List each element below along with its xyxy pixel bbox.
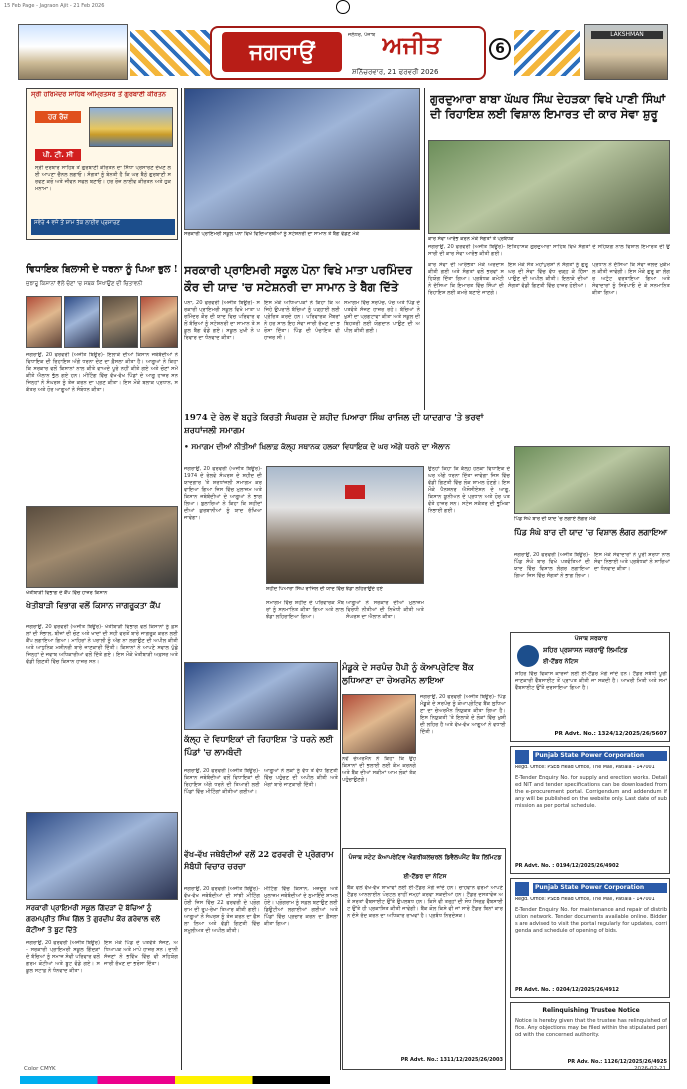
pspcl-ad-2 xyxy=(510,878,670,998)
masthead-city: ਜਗਰਾਉਂ xyxy=(222,32,342,72)
punjab-emblem-icon xyxy=(517,645,539,667)
bank-chairman-photo xyxy=(342,694,416,754)
masthead-right-photo xyxy=(584,24,668,80)
story-martyr-headline: 1974 ਦੇ ਰੇਲ ਵੇਂ ਬਹੁਤੇ ਕਿਰਤੀ ਸੰਘਰਸ਼ ਦੇ ਸ਼ਹੀਦ ਪਿਆਰਾ ਸਿੰਘ ਰਾਜਿਲ ਦੀ ਯਾਦਗਾਰ 'ਤੇ ਭਰਵਾਂ ਸ਼ਰਧਾਂਜਲੀ ਸਮਾਗਮ xyxy=(184,413,484,436)
gov-ad-office: ਸ਼ਹਿਰ ਪ੍ਰਸ਼ਾਸਨ ਜਗਰਾਉਂ ਲਿਮਟਿਡ xyxy=(543,646,628,654)
pspcl-1-body: E-Tender Enquiry No. for supply and erection works. Detailed NIT and tender specifications can be downloaded from the e-procurement portal. Corrigendum and addendum if any will be published on the website only. Last date of submission as per portal schedule. xyxy=(515,775,667,809)
masthead-title-panel xyxy=(210,26,486,80)
langar-caption: ਪਿੰਡ ਸੰਘੇ ਬਾਰ ਦੀ ਯਾਦ 'ਚ ਲਗਾਏ ਲੰਗਰ ਮੌਕੇ xyxy=(514,516,596,522)
portrait-1 xyxy=(26,296,62,348)
school-bags-caption: ਸਰਕਾਰੀ ਪ੍ਰਾਇਮਰੀ ਸਕੂਲ ਪੋਨਾ ਵਿਖੇ ਵਿਦਿਆਰਥੀਆਂ ਨੂੰ ਸਟੇਸ਼ਨਰੀ ਦਾ ਸਾਮਾਨ ਤੇ ਬੈਗ ਵੰਡਣ ਮੌਕੇ xyxy=(184,231,360,237)
trustee-ad-body: Notice is hereby given that the trustee has relinquished office. Any objections may be filed within the stipulated period with the concerned authority. xyxy=(515,1018,667,1038)
farmers-meeting-photo xyxy=(184,662,338,730)
gurbani-ad-body: ਸ੍ਰੀ ਦਰਬਾਰ ਸਾਹਿਬ ਤੋਂ ਗੁਰਬਾਣੀ ਕੀਰਤਨ ਦਾ ਸਿੱਧਾ ਪ੍ਰਸਾਰਣ ਦੇਖਣ ਲਈ ਆਪਣਾ ਚੈਨਲ ਲਗਾਓ। ਸੰਗਤਾਂ ਨੂੰ ਬੇਨਤੀ ਹੈ ਕਿ ਘਰ ਬੈਠੇ ਗੁਰਬਾਣੀ ਸਰਵਣ ਕਰੋ ਅਤੇ ਜੀਵਨ ਸਫਲ ਬਣਾਓ। ਹਰ ਰੋਜ਼ ਲਾਈਵ ਕੀਰਤਨ ਅਤੇ ਹੁਕਮਨਾਮਾ। xyxy=(35,165,171,192)
portrait-3 xyxy=(102,296,138,348)
story-donation-headline: ਸਰਕਾਰੀ ਪ੍ਰਾਇਮਰੀ ਸਕੂਲ ਗਿੱਦੜਾਂ ਦੇ ਬੱਚਿਆਂ ਨੂੰ ਗਰਮਪ੍ਰੀਤ ਸਿੰਘ ਗਿੱਲ ਤੇ ਗੁਰਦੀਪ ਕੌਰ ਗਰੇਵਾਲ ਵਲੋਂ ਕੋਟੀਆਂ ਤੇ ਬੂਟ ਦਿੱਤੇ xyxy=(26,903,160,934)
agri-camp-caption: ਖੇਤੀਬਾੜੀ ਵਿਭਾਗ ਦੇ ਕੈਂਪ ਵਿੱਚ ਹਾਜ਼ਰ ਕਿਸਾਨ xyxy=(26,590,108,596)
masthead-pattern-left xyxy=(130,30,210,76)
story-school-headline: ਸਰਕਾਰੀ ਪ੍ਰਾਇਮਰੀ ਸਕੂਲ ਪੋਨਾ ਵਿਖੇ ਮਾਤਾ ਪਰਮਿੰਦਰ ਕੌਰ ਦੀ ਯਾਦ 'ਚ ਸਟੇਸ਼ਨਰੀ ਦਾ ਸਾਮਾਨ ਤੇ ਬੈਗ ਦਿੱਤੇ xyxy=(184,263,412,294)
pspcl-1-footer: PR Advt. No. : 0194/12/2025/26/4902 xyxy=(515,863,619,869)
pspcl-2-body: E-Tender Enquiry No. for maintenance and repair of distribution network. Tender documents available online. Bidders are advised to visit the portal regularly for updates, corrigenda and schedule of opening of bids. xyxy=(515,907,667,934)
pspcl-ad-1 xyxy=(510,746,670,874)
mla-body: ਜਗਰਾਉਂ, 20 ਫਰਵਰੀ (ਅਜੀਤ ਬਿਊਰੋ)- ਇਲਾਕੇ ਦੀਆਂ ਕਿਸਾਨ ਜਥੇਬੰਦੀਆਂ ਨੇ ਵਿਧਾਇਕ ਦੀ ਰਿਹਾਇਸ਼ ਅੱਗੇ ਧਰਨਾ ਦੇਣ ਦਾ ਫ਼ੈਸਲਾ ਕੀਤਾ ਹੈ। ਆਗੂਆਂ ਨੇ ਕਿਹਾ ਕਿ ਸਰਕਾਰ ਵਲੋਂ ਕਿਸਾਨਾਂ ਨਾਲ ਕੀਤੇ ਵਾਅਦੇ ਪੂਰੇ ਨਹੀਂ ਕੀਤੇ ਗਏ ਅਤੇ ਚੋਣਾਂ ਸਮੇਂ ਕੀਤੇ ਐਲਾਨ ਭੁੱਲ ਗਏ ਹਨ। ਮੀਟਿੰਗ ਵਿੱਚ ਵੱਖ-ਵੱਖ ਪਿੰਡਾਂ ਦੇ ਆਗੂ ਹਾਜ਼ਰ ਸਨ ਜਿਨ੍ਹਾਂ ਨੇ ਸੰਘਰਸ਼ ਨੂੰ ਤੇਜ਼ ਕਰਨ ਦਾ ਪ੍ਰਣ ਕੀਤਾ। ਇਸ ਮੌਕੇ ਬਲਾਕ ਪ੍ਰਧਾਨ, ਸਕੱਤਰ ਅਤੇ ਹੋਰ ਆਗੂਆਂ ਨੇ ਸੰਬੋਧਨ ਕੀਤਾ। xyxy=(26,352,178,393)
column-rule-1 xyxy=(181,88,182,1070)
trustee-ad-title: Relinquishing Trustee Notice xyxy=(542,1007,640,1014)
story-mla-subhead: ਜੁਝਾਰੂ ਕਿਸਾਨਾਂ ਵੱਲੋਂ ਚੋਣਾਂ 'ਚ ਸਬਕ ਸਿਖਾਉਣ ਦੀ ਚਿਤਾਵਨੀ xyxy=(26,281,143,287)
coop-bank-ad-body: ਬੈਂਕ ਵਲੋਂ ਵੱਖ-ਵੱਖ ਸ਼ਾਖਾਵਾਂ ਲਈ ਈ-ਟੈਂਡਰ ਮੰਗੇ ਜਾਂਦੇ ਹਨ। ਚਾਹਵਾਨ ਫਰਮਾਂ ਆਪਣੇ ਟੈਂਡਰ ਆਨਲਾਈਨ ਪੋਰਟਲ ਰਾਹੀਂ ਜਮ੍ਹਾਂ ਕਰਵਾ ਸਕਦੀਆਂ ਹਨ। ਟੈਂਡਰ ਦਸਤਾਵੇਜ਼ ਅਤੇ ਸ਼ਰਤਾਂ ਵੈੱਬਸਾਈਟ ਉੱਤੇ ਉਪਲਬਧ ਹਨ। ਕਿਸੇ ਵੀ ਤਰ੍ਹਾਂ ਦੀ ਸੋਧ ਸਿਰਫ਼ ਵੈੱਬਸਾਈਟ ਉੱਤੇ ਹੀ ਪ੍ਰਕਾਸ਼ਿਤ ਕੀਤੀ ਜਾਵੇਗੀ। ਬੈਂਕ ਕੋਲ ਕਿਸੇ ਵੀ ਜਾਂ ਸਾਰੇ ਟੈਂਡਰ ਬਿਨਾਂ ਕਾਰਨ ਦੱਸੇ ਰੱਦ ਕਰਨ ਦਾ ਅਧਿਕਾਰ ਰਾਖਵਾਂ ਹੈ। ਪ੍ਰਬੰਧ ਨਿਰਦੇਸ਼ਕ। xyxy=(347,885,503,919)
gov-ad-body: ਸ਼ਹਿਰ ਵਿੱਚ ਵਿਕਾਸ ਕਾਰਜਾਂ ਲਈ ਈ-ਟੈਂਡਰ ਮੰਗੇ ਜਾਂਦੇ ਹਨ। ਟੈਂਡਰ ਸਬੰਧੀ ਪੂਰੀ ਜਾਣਕਾਰੀ ਵੈੱਬਸਾਈਟ ਤੋਂ ਪ੍ਰਾਪਤ ਕੀਤੀ ਜਾ ਸਕਦੀ ਹੈ। ਆਖਰੀ ਮਿਤੀ ਅਤੇ ਸਮਾਂ ਵੈੱਬਸਾਈਟ ਉੱਤੇ ਦਰਸਾਇਆ ਗਿਆ ਹੈ। xyxy=(515,671,667,691)
langar-body-col2: ਇਸ ਮੌਕੇ ਸੇਵਾਦਾਰਾਂ ਨੇ ਪੂਰੀ ਸ਼ਰਧਾ ਨਾਲ ਸੇਵਾ ਨਿਭਾਈ ਅਤੇ ਪ੍ਰਬੰਧਕਾਂ ਨੇ ਸਾਰਿਆਂ ਦਾ ਧੰਨਵਾਦ ਕੀਤਾ। xyxy=(594,552,670,572)
martyr-body-col3: ਆਗੂਆਂ ਨੇ ਸਰਕਾਰ ਦੀਆਂ ਮੁਲਾਜ਼ਮ ਵਿਰੋਧੀ ਨੀਤੀਆਂ ਦੀ ਨਿਖੇਧੀ ਕੀਤੀ ਅਤੇ ਸੰਘਰਸ਼ ਦਾ ਐਲਾਨ ਕੀਤਾ। xyxy=(346,600,424,620)
dharna-body-col2: ਆਗੂਆਂ ਨੇ ਲੋਕਾਂ ਨੂੰ ਵੱਧ ਤੋਂ ਵੱਧ ਗਿਣਤੀ ਵਿੱਚ ਪਹੁੰਚਣ ਦੀ ਅਪੀਲ ਕੀਤੀ ਅਤੇ ਮੰਗਾਂ ਬਾਰੇ ਜਾਣਕਾਰੀ ਦਿੱਤੀ। xyxy=(264,768,338,788)
coop-bank-ad-title: ਪੰਜਾਬ ਸਟੇਟ ਕੋਆਪਰੇਟਿਵ ਐਗਰੀਕਲਚਰਲ ਡਿਵੈਲਪਮੈਂਟ ਬੈਂਕ ਲਿਮਿਟਡ xyxy=(348,854,502,861)
print-strip: 15 Feb Page - Jagraon Ajit - 21 Feb 2026 xyxy=(4,3,105,9)
gurdwara-caption: ਕਾਰ ਸੇਵਾ ਆਰੰਭ ਕਰਨ ਮੌਕੇ ਸੰਗਤਾਂ ਤੇ ਪ੍ਰਬੰਧਕ xyxy=(428,236,514,242)
program-body-col2: ਮੀਟਿੰਗ ਵਿੱਚ ਕਿਸਾਨ, ਮਜ਼ਦੂਰ ਅਤੇ ਮੁਲਾਜ਼ਮ ਜਥੇਬੰਦੀਆਂ ਦੇ ਨੁਮਾਇੰਦੇ ਸ਼ਾਮਲ ਹੋਏ। ਪ੍ਰੋਗਰਾਮ ਨੂੰ ਸਫ਼ਲ ਬਣਾਉਣ ਲਈ ਡਿਊਟੀਆਂ ਲਗਾਈਆਂ ਗਈਆਂ ਅਤੇ ਪਿੰਡਾਂ ਵਿੱਚ ਪ੍ਰਚਾਰ ਕਰਨ ਦਾ ਫ਼ੈਸਲਾ ਕੀਤਾ ਗਿਆ। xyxy=(264,886,338,927)
masthead-right-photo-label: LAKSHMAN xyxy=(591,31,663,39)
gurdwara-body-col1: ਕਾਰ ਸੇਵਾ ਦੀ ਆਰੰਭਤਾ ਮੌਕੇ ਅਰਦਾਸ ਕੀਤੀ ਗਈ ਅਤੇ ਸੰਗਤਾਂ ਵਲੋਂ ਭਰਵਾਂ ਸਹਿਯੋਗ ਦਿੱਤਾ ਗਿਆ। ਪ੍ਰਬੰਧਕ ਕਮੇਟੀ ਨੇ ਦੱਸਿਆ ਕਿ ਇਮਾਰਤ ਵਿੱਚ ਸਿੰਘਾਂ ਦੀ ਰਿਹਾਇਸ਼ ਲਈ ਕਮਰੇ ਬਣਾਏ ਜਾਣਗੇ। xyxy=(428,262,504,296)
story-mla-headline: ਵਿਧਾਇਕ ਬਿਲਾਸੀ ਦੇ ਧਰਨਾ ਨੂੰ ਪਿਆ ਭੁਲ ! xyxy=(26,264,178,275)
martyr-body-col1: ਜਗਰਾਉਂ, 20 ਫਰਵਰੀ (ਅਜੀਤ ਬਿਊਰੋ)- 1974 ਦੇ ਰੇਲਵੇ ਸੰਘਰਸ਼ ਦੇ ਸ਼ਹੀਦ ਦੀ ਯਾਦਗਾਰ 'ਤੇ ਸ਼ਰਧਾਂਜਲੀ ਸਮਾਗਮ ਕਰਵਾਇਆ ਗਿਆ ਜਿਸ ਵਿੱਚ ਮੁਲਾਜ਼ਮ ਅਤੇ ਕਿਸਾਨ ਜਥੇਬੰਦੀਆਂ ਦੇ ਆਗੂਆਂ ਨੇ ਭਾਗ ਲਿਆ। ਬੁਲਾਰਿਆਂ ਨੇ ਕਿਹਾ ਕਿ ਸ਼ਹੀਦਾਂ ਦੀਆਂ ਕੁਰਬਾਨੀਆਂ ਨੂੰ ਯਾਦ ਰੱਖਿਆ ਜਾਵੇਗਾ। xyxy=(184,466,262,521)
agri-camp-photo xyxy=(26,506,178,588)
coop-bank-ad-subtitle: ਈ-ਟੈਂਡਰ ਦਾ ਨੋਟਿਸ xyxy=(403,873,447,880)
masthead xyxy=(18,24,668,86)
martyr-flag-photo xyxy=(266,466,424,584)
page-number: 6 xyxy=(489,38,511,60)
bank-body-col1: ਜਗਰਾਉਂ, 20 ਫਰਵਰੀ (ਅਜੀਤ ਬਿਊਰੋ)- ਪਿੰਡ ਮੰਡੂਕੇ ਦੇ ਸਰਪੰਚ ਨੂੰ ਕੋਆਪ੍ਰੇਟਿਵ ਬੈਂਕ ਲੁਧਿਆਣਾ ਦਾ ਚੇਅਰਮੈਨ ਨਿਯੁਕਤ ਕੀਤਾ ਗਿਆ ਹੈ। ਇਸ ਨਿਯੁਕਤੀ 'ਤੇ ਇਲਾਕੇ ਦੇ ਲੋਕਾਂ ਵਿੱਚ ਖੁਸ਼ੀ ਦੀ ਲਹਿਰ ਹੈ ਅਤੇ ਵੱਖ-ਵੱਖ ਆਗੂਆਂ ਨੇ ਵਧਾਈ ਦਿੱਤੀ। xyxy=(420,694,506,735)
story-agri-headline: ਖੇਤੀਬਾੜੀ ਵਿਭਾਗ ਵਲੋਂ ਕਿਸਾਨ ਜਾਗਰੂਕਤਾ ਕੈਂਪ xyxy=(26,600,161,610)
school-body-col3: ਸਮਾਗਮ ਵਿੱਚ ਸਰਪੰਚ, ਪੰਚ ਅਤੇ ਪਿੰਡ ਦੇ ਪਤਵੰਤੇ ਸੱਜਣ ਹਾਜ਼ਰ ਰਹੇ। ਬੱਚਿਆਂ ਨੇ ਖੁਸ਼ੀ ਦਾ ਪ੍ਰਗਟਾਵਾ ਕੀਤਾ ਅਤੇ ਸਕੂਲ ਦੀ ਬਿਹਤਰੀ ਲਈ ਯੋਗਦਾਨ ਪਾਉਣ ਦੀ ਅਪੀਲ ਕੀਤੀ ਗਈ। xyxy=(344,300,420,334)
story-langar-headline: ਪਿੰਡ ਸੰਘੇ ਬਾਰ ਦੀ ਯਾਦ 'ਚ ਵਿਸ਼ਾਲ ਲੰਗਰ ਲਗਾਇਆ xyxy=(514,527,668,537)
gurdwara-photo xyxy=(428,140,670,234)
gurdwara-intro: ਜਗਰਾਉਂ, 20 ਫਰਵਰੀ (ਅਜੀਤ ਬਿਊਰੋ)- ਇਤਿਹਾਸਕ ਗੁਰਦੁਆਰਾ ਸਾਹਿਬ ਵਿਖੇ ਸੰਗਤਾਂ ਦੇ ਸਹਿਯੋਗ ਨਾਲ ਵਿਸ਼ਾਲ ਇਮਾਰਤ ਦੀ ਉਸਾਰੀ ਦੀ ਕਾਰ ਸੇਵਾ ਆਰੰਭ ਕੀਤੀ ਗਈ। xyxy=(428,244,670,257)
coop-bank-ad xyxy=(342,848,506,1070)
story-dharna-headline: ਕੱਲ੍ਹ ਦੇ ਵਿਧਾਇਕਾਂ ਦੀ ਰਿਹਾਇਸ਼ 'ਤੇ ਧਰਨੇ ਲਈ ਪਿੰਡਾਂ 'ਚ ਲਾਮਬੰਦੀ xyxy=(184,735,334,758)
pspcl-2-title: Punjab State Power Corporation xyxy=(533,883,667,893)
story-program-headline: ਵੱਖ-ਵੱਖ ਜਥੇਬੰਦੀਆਂ ਵਲੋਂ 22 ਫਰਵਰੀ ਦੇ ਪ੍ਰੋਗਰਾਮ ਸੰਬੰਧੀ ਵਿਚਾਰ ਚਰਚਾ xyxy=(184,849,334,871)
pspcl-logo-icon xyxy=(515,750,529,764)
dharna-body-col1: ਜਗਰਾਉਂ, 20 ਫਰਵਰੀ (ਅਜੀਤ ਬਿਊਰੋ)- ਕਿਸਾਨ ਜਥੇਬੰਦੀਆਂ ਵਲੋਂ ਵਿਧਾਇਕਾਂ ਦੀ ਰਿਹਾਇਸ਼ ਅੱਗੇ ਧਰਨੇ ਦੀ ਤਿਆਰੀ ਲਈ ਪਿੰਡਾਂ ਵਿੱਚ ਮੀਟਿੰਗਾਂ ਕੀਤੀਆਂ ਗਈਆਂ। xyxy=(184,768,260,795)
program-body-col1: ਜਗਰਾਉਂ, 20 ਫਰਵਰੀ (ਅਜੀਤ ਬਿਊਰੋ)- ਵੱਖ-ਵੱਖ ਜਥੇਬੰਦੀਆਂ ਦੀ ਸਾਂਝੀ ਮੀਟਿੰਗ ਹੋਈ ਜਿਸ ਵਿੱਚ 22 ਫਰਵਰੀ ਦੇ ਪ੍ਰੋਗਰਾਮ ਦੀ ਰੂਪ-ਰੇਖਾ ਤਿਆਰ ਕੀਤੀ ਗਈ। ਆਗੂਆਂ ਨੇ ਸੰਘਰਸ਼ ਨੂੰ ਤੇਜ਼ ਕਰਨ ਦਾ ਫੈਸਲਾ ਲਿਆ ਅਤੇ ਵੱਡੀ ਗਿਣਤੀ ਵਿੱਚ ਸ਼ਮੂਲੀਅਤ ਦੀ ਅਪੀਲ ਕੀਤੀ। xyxy=(184,886,260,934)
donation-body-col1: ਜਗਰਾਉਂ, 20 ਫਰਵਰੀ (ਅਜੀਤ ਬਿਊਰੋ)- ਸਰਕਾਰੀ ਪ੍ਰਾਇਮਰੀ ਸਕੂਲ ਗਿੱਦੜਾਂ ਦੇ ਬੱਚਿਆਂ ਨੂੰ ਸਮਾਜ ਸੇਵੀ ਪਰਿਵਾਰ ਵਲੋਂ ਗਰਮ ਕੋਟੀਆਂ ਅਤੇ ਬੂਟ ਵੰਡੇ ਗਏ। ਸਕੂਲ ਸਟਾਫ਼ ਨੇ ਧੰਨਵਾਦ ਕੀਤਾ। xyxy=(26,940,100,974)
gurdwara-body-col2: ਇਸ ਮੌਕੇ ਸੰਤ ਮਹਾਂਪੁਰਸ਼ਾਂ ਨੇ ਸੰਗਤਾਂ ਨੂੰ ਗੁਰੂ ਘਰ ਦੀ ਸੇਵਾ ਵਿੱਚ ਵੱਧ ਚੜ੍ਹ ਕੇ ਹਿੱਸਾ ਪਾਉਣ ਦੀ ਅਪੀਲ ਕੀਤੀ। ਇਲਾਕੇ ਦੀਆਂ ਸੰਗਤਾਂ ਵੱਡੀ ਗਿਣਤੀ ਵਿੱਚ ਹਾਜ਼ਰ ਹੋਈਆਂ। xyxy=(508,262,588,289)
story-gurdwara-headline: ਗੁਰਦੁਆਰਾ ਬਾਬਾ ਘੱਘਰ ਸਿੰਘ ਦੇਹੜਕਾ ਵਿਖੇ ਪਾਣੀ ਸਿੰਘਾਂ ਦੀ ਰਿਹਾਇਸ਼ ਲਈ ਵਿਸ਼ਾਲ ਇਮਾਰਤ ਦੀ ਕਾਰ ਸੇਵਾ ਸ਼ੁਰੂ xyxy=(430,92,666,121)
gurbani-ad-badge: ਹਰ ਰੋਜ਼ xyxy=(35,111,81,123)
gurbani-ad-channel: ਪੀ. ਟੀ. ਸੀ xyxy=(35,149,81,161)
gurbani-ad-title: ਸ੍ਰੀ ਹਰਿਮੰਦਰ ਸਾਹਿਬ ਅੰਮ੍ਰਿਤਸਰ ਤੋਂ ਗੁਰਬਾਣੀ ਕੀਰਤਨ xyxy=(31,91,166,98)
donation-body-col2: ਇਸ ਮੌਕੇ ਪਿੰਡ ਦੇ ਪਤਵੰਤੇ ਸੱਜਣ, ਅਧਿਆਪਕ ਅਤੇ ਮਾਪੇ ਹਾਜ਼ਰ ਸਨ। ਦਾਨੀ ਸੱਜਣਾਂ ਨੇ ਭਵਿੱਖ ਵਿੱਚ ਵੀ ਸਹਿਯੋਗ ਜਾਰੀ ਰੱਖਣ ਦਾ ਭਰੋਸਾ ਦਿੱਤਾ। xyxy=(104,940,178,967)
gov-ad-notice: ਈ-ਟੈਂਡਰ ਨੋਟਿਸ xyxy=(543,658,579,665)
masthead-pattern-right xyxy=(514,30,580,76)
mla-portraits xyxy=(26,296,178,348)
school-body-col1: ਪੋਨਾ, 20 ਫਰਵਰੀ (ਅਜੀਤ ਬਿਊਰੋ)- ਸਰਕਾਰੀ ਪ੍ਰਾਇਮਰੀ ਸਕੂਲ ਵਿਖੇ ਮਾਤਾ ਪਰਮਿੰਦਰ ਕੌਰ ਦੀ ਯਾਦ ਵਿਚ ਪਰਿਵਾਰ ਵਲੋਂ ਬੱਚਿਆਂ ਨੂੰ ਸਟੇਸ਼ਨਰੀ ਦਾ ਸਾਮਾਨ ਤੇ ਸਕੂਲ ਬੈਗ ਵੰਡੇ ਗਏ। ਸਕੂਲ ਮੁਖੀ ਨੇ ਪਰਿਵਾਰ ਦਾ ਧੰਨਵਾਦ ਕੀਤਾ। xyxy=(184,300,260,341)
gurdwara-body-col3: ਪ੍ਰਧਾਨ ਨੇ ਦੱਸਿਆ ਕਿ ਸੇਵਾ ਜਲਦ ਮੁਕੰਮਲ ਕੀਤੀ ਜਾਵੇਗੀ। ਇਸ ਮੌਕੇ ਗੁਰੂ ਕਾ ਲੰਗਰ ਅਟੁੱਟ ਵਰਤਾਇਆ ਗਿਆ ਅਤੇ ਸੇਵਾਦਾਰਾਂ ਨੂੰ ਸਿਰੋਪਾਓ ਦੇ ਕੇ ਸਨਮਾਨਿਤ ਕੀਤਾ ਗਿਆ। xyxy=(592,262,670,296)
portrait-2 xyxy=(64,296,100,348)
pspcl-2-office: Regd. Office: PSEB Head Office, The Mall, Patiala - 147001 xyxy=(515,897,655,902)
school-donation-photo xyxy=(26,812,178,900)
registration-mark-top xyxy=(336,0,350,14)
gov-ad-pr: PR Advt. No.: 1324/12/2025/26/5607 xyxy=(554,731,667,737)
trustee-ad xyxy=(510,1002,670,1070)
portrait-4 xyxy=(140,296,178,348)
footer-color-bar xyxy=(20,1076,666,1084)
golden-temple-photo xyxy=(89,107,173,147)
martyr-caption: ਸ਼ਹੀਦ ਪਿਆਰਾ ਸਿੰਘ ਰਾਜਿਲ ਦੀ ਯਾਦ ਵਿੱਚ ਝੰਡਾ ਲਹਿਰਾਉਂਦੇ ਹੋਏ xyxy=(266,586,383,592)
story-bank-headline: ਮੰਡੂਕੇ ਦੇ ਸਰਪੰਚ ਹੈਪੀ ਨੂੰ ਕੋਆਪ੍ਰੇਟਿਵ ਬੈਂਕ ਲੁਧਿਆਣਾ ਦਾ ਚੇਅਰਮੈਨ ਲਾਇਆ xyxy=(342,663,474,686)
story-martyr-subhead: • ਸਮਾਗਮ ਦੀਆਂ ਨੀਤੀਆਂ ਖ਼ਿਲਾਫ਼ ਕੱਲ੍ਹ ਸਥਾਨਕ ਹਲਕਾ ਵਿਧਾਇਕ ਦੇ ਘਰ ਅੱਗੇ ਧਰਨੇ ਦਾ ਐਲਾਨ xyxy=(184,442,450,451)
trustee-ad-footer: PR Adv. No.: 1126/12/2025/26/4925 xyxy=(567,1059,667,1065)
agri-body: ਜਗਰਾਉਂ, 20 ਫਰਵਰੀ (ਅਜੀਤ ਬਿਊਰੋ)- ਖੇਤੀਬਾੜੀ ਵਿਭਾਗ ਵਲੋਂ ਕਿਸਾਨਾਂ ਨੂੰ ਫ਼ਸਲਾਂ ਦੀ ਸੰਭਾਲ, ਬੀਜਾਂ ਦੀ ਚੋਣ ਅਤੇ ਖਾਦਾਂ ਦੀ ਸਹੀ ਵਰਤੋਂ ਬਾਰੇ ਜਾਗਰੂਕ ਕਰਨ ਲਈ ਕੈਂਪ ਲਗਾਇਆ ਗਿਆ। ਮਾਹਿਰਾਂ ਨੇ ਪਰਾਲੀ ਨੂੰ ਅੱਗ ਨਾ ਲਗਾਉਣ ਦੀ ਅਪੀਲ ਕੀਤੀ ਅਤੇ ਆਧੁਨਿਕ ਮਸ਼ੀਨਰੀ ਬਾਰੇ ਜਾਣਕਾਰੀ ਦਿੱਤੀ। ਕਿਸਾਨਾਂ ਨੇ ਆਪਣੇ ਸਵਾਲ ਪੁੱਛੇ ਜਿਨ੍ਹਾਂ ਦੇ ਜਵਾਬ ਅਧਿਕਾਰੀਆਂ ਵਲੋਂ ਦਿੱਤੇ ਗਏ। ਇਸ ਮੌਕੇ ਖੇਤੀਬਾੜੀ ਅਫ਼ਸਰ ਅਤੇ ਵੱਡੀ ਗਿਣਤੀ ਵਿੱਚ ਕਿਸਾਨ ਹਾਜ਼ਰ ਸਨ। xyxy=(26,624,178,665)
gov-ad xyxy=(510,632,670,742)
masthead-date: ਸ਼ਨਿੱਚਰਵਾਰ, 21 ਫਰਵਰੀ 2026 xyxy=(352,68,439,76)
column-rule-2 xyxy=(424,88,425,410)
pspcl-2-footer: PR Advt. No. : 0204/12/2025/26/4912 xyxy=(515,987,619,993)
martyr-body-col4: ਉਨ੍ਹਾਂ ਕਿਹਾ ਕਿ ਕੱਲ੍ਹ ਹਲਕਾ ਵਿਧਾਇਕ ਦੇ ਘਰ ਅੱਗੇ ਧਰਨਾ ਦਿੱਤਾ ਜਾਵੇਗਾ ਜਿਸ ਵਿੱਚ ਵੱਡੀ ਗਿਣਤੀ ਵਿੱਚ ਲੋਕ ਸ਼ਾਮਲ ਹੋਣਗੇ। ਇਸ ਮੌਕੇ ਪੈਨਸ਼ਨਰ ਐਸੋਸੀਏਸ਼ਨ ਦੇ ਆਗੂ, ਕਿਸਾਨ ਯੂਨੀਅਨ ਦੇ ਪ੍ਰਧਾਨ ਅਤੇ ਹੋਰ ਪਤਵੰਤੇ ਹਾਜ਼ਰ ਸਨ। ਸਟੇਜ ਸਕੱਤਰ ਦੀ ਭੂਮਿਕਾ ਨਿਭਾਈ ਗਈ। xyxy=(428,466,510,514)
martyr-body-col2: ਸਮਾਗਮ ਵਿੱਚ ਸ਼ਹੀਦ ਦੇ ਪਰਿਵਾਰਕ ਮੈਂਬਰਾਂ ਨੂੰ ਸਨਮਾਨਿਤ ਕੀਤਾ ਗਿਆ ਅਤੇ ਲਾਲ ਝੰਡਾ ਲਹਿਰਾਇਆ ਗਿਆ। xyxy=(266,600,344,620)
langar-body-col1: ਜਗਰਾਉਂ, 20 ਫਰਵਰੀ (ਅਜੀਤ ਬਿਊਰੋ)- ਪਿੰਡ ਸੰਘੇ ਬਾਰ ਵਿਖੇ ਪਤਵੰਤਿਆਂ ਦੀ ਯਾਦ ਵਿੱਚ ਵਿਸ਼ਾਲ ਲੰਗਰ ਲਗਾਇਆ ਗਿਆ ਜਿਸ ਵਿੱਚ ਸੰਗਤਾਂ ਨੇ ਭਾਗ ਲਿਆ। xyxy=(514,552,590,579)
red-flag xyxy=(345,485,365,499)
footer-right: 2026-02-21 xyxy=(634,1066,666,1072)
bank-body-col2: ਨਵੇਂ ਚੇਅਰਮੈਨ ਨੇ ਕਿਹਾ ਕਿ ਉਹ ਕਿਸਾਨਾਂ ਦੀ ਭਲਾਈ ਲਈ ਕੰਮ ਕਰਨਗੇ ਅਤੇ ਬੈਂਕ ਦੀਆਂ ਸਕੀਮਾਂ ਆਮ ਲੋਕਾਂ ਤੱਕ ਪਹੁੰਚਾਉਣਗੇ। xyxy=(342,756,416,783)
masthead-left-photo xyxy=(18,24,128,80)
langar-photo xyxy=(514,446,670,514)
school-bags-photo xyxy=(184,88,420,230)
masthead-edition-note: ਜਲੰਧਰ, ਪੰਜਾਬ xyxy=(348,32,376,38)
coop-bank-ad-footer: PR Advt. No.: 1311/12/2025/26/2003 xyxy=(400,1057,503,1063)
pspcl-logo-icon-2 xyxy=(515,882,529,896)
footer-left: Color CMYK xyxy=(24,1066,56,1072)
school-body-col2: ਇਸ ਮੌਕੇ ਅਧਿਆਪਕਾਂ ਨੇ ਕਿਹਾ ਕਿ ਅਜਿਹੇ ਉਪਰਾਲੇ ਬੱਚਿਆਂ ਨੂੰ ਪੜ੍ਹਾਈ ਲਈ ਪ੍ਰੇਰਿਤ ਕਰਦੇ ਹਨ। ਪਰਿਵਾਰਕ ਮੈਂਬਰਾਂ ਨੇ ਹਰ ਸਾਲ ਇਹ ਸੇਵਾ ਜਾਰੀ ਰੱਖਣ ਦਾ ਭਰੋਸਾ ਦਿੱਤਾ। ਪਿੰਡ ਦੀ ਪੰਚਾਇਤ ਵੀ ਹਾਜ਼ਰ ਸੀ। xyxy=(264,300,340,341)
gurbani-ad xyxy=(26,88,178,240)
gurbani-ad-note: ਸਵੇਰੇ 4 ਵਜੇ ਤੋਂ ਸ਼ਾਮ ਤੱਕ ਲਾਈਵ ਪ੍ਰਸਾਰਣ xyxy=(31,219,175,235)
gov-ad-header: ਪੰਜਾਬ ਸਰਕਾਰ xyxy=(574,635,608,642)
pspcl-1-title: Punjab State Power Corporation xyxy=(533,751,667,761)
masthead-paper-name: ਅਜੀਤ xyxy=(382,30,441,59)
column-rule-3 xyxy=(340,660,341,1070)
pspcl-1-office: Regd. Office: PSEB Head Office, The Mall, Patiala - 147001 xyxy=(515,765,655,770)
